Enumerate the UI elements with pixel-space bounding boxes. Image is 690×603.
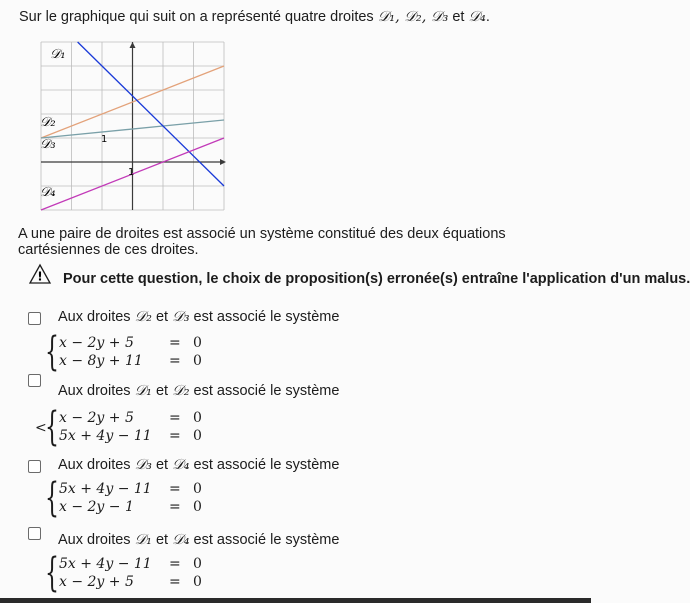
option-line-b: 𝒟₄: [172, 532, 190, 548]
system-prefix: <: [35, 420, 47, 436]
warning-text: Pour cette question, le choix de proposition(s) erronée(s) entraîne l'application d'un malus.: [63, 271, 690, 287]
equation-1: [59, 556, 202, 572]
option-label-and: et: [151, 532, 173, 548]
eq1-rhs: 0: [193, 410, 202, 426]
eq1-lhs: x − 2y + 5: [59, 335, 134, 351]
system-brace: {: [45, 404, 59, 450]
eq2-lhs: x − 2y − 1: [59, 499, 134, 515]
equation-1: [59, 481, 202, 497]
warning-icon: [29, 264, 51, 284]
equation-2: [59, 499, 202, 515]
option-checkbox[interactable]: [28, 460, 41, 473]
eq2-sign: =: [169, 353, 181, 369]
x-axis-arrow: [220, 159, 226, 165]
system-brace: {: [45, 475, 59, 521]
option-label-and: et: [151, 383, 173, 399]
eq2-lhs: 5x + 4y − 11: [59, 428, 152, 444]
option-label-after: est associé le système: [189, 309, 340, 325]
eq2-sign: =: [169, 428, 181, 444]
option-label-before: Aux droites: [58, 532, 135, 548]
eq1-sign: =: [169, 481, 181, 497]
y-axis-arrow: [130, 42, 136, 48]
eq2-rhs: 0: [193, 574, 202, 590]
option-checkbox[interactable]: [28, 374, 41, 387]
equation-1: [59, 335, 202, 351]
eq1-rhs: 0: [193, 556, 202, 572]
x-tick-1: 1: [128, 167, 135, 178]
option-label: [58, 309, 339, 325]
eq2-sign: =: [169, 499, 181, 515]
bottom-bar: [0, 598, 591, 603]
option-line-b: 𝒟₄: [172, 457, 190, 473]
eq2-sign: =: [169, 574, 181, 590]
eq2-rhs: 0: [193, 499, 202, 515]
eq2-lhs: x − 2y + 5: [59, 574, 134, 590]
eq1-sign: =: [169, 556, 181, 572]
equation-2: [59, 428, 202, 444]
option-label: [58, 457, 339, 473]
option-line-a: 𝒟₃: [134, 457, 152, 473]
label-d1: 𝒟₁: [50, 47, 66, 62]
option-line-a: 𝒟₁: [134, 383, 152, 399]
option-label: [58, 532, 339, 548]
pairing-description: A une paire de droites est associé un système constitué des deux équations cartésiennes de ces droites.: [18, 226, 506, 258]
option-label-before: Aux droites: [58, 383, 135, 399]
option-line-a: 𝒟₁: [134, 532, 152, 548]
option-label-and: et: [151, 309, 173, 325]
option-label-before: Aux droites: [58, 457, 135, 473]
graph-axes: [41, 42, 226, 210]
eq1-rhs: 0: [193, 335, 202, 351]
eq1-rhs: 0: [193, 481, 202, 497]
option-label-after: est associé le système: [189, 532, 340, 548]
warning-icon-mark: !: [37, 269, 43, 284]
eq2-lhs: x − 8y + 11: [59, 353, 143, 369]
option-label-before: Aux droites: [58, 309, 135, 325]
intro-end: .: [485, 9, 490, 25]
eq2-rhs: 0: [193, 353, 202, 369]
equation-2: [59, 353, 202, 369]
option-line-b: 𝒟₂: [172, 383, 190, 399]
label-d4: 𝒟₄: [40, 185, 56, 200]
lines-graph: [36, 40, 226, 212]
intro-lines: 𝒟₁, 𝒟₂, 𝒟₃: [377, 9, 449, 25]
option-label-after: est associé le système: [189, 383, 340, 399]
label-d2: 𝒟₂: [40, 115, 56, 130]
eq1-sign: =: [169, 335, 181, 351]
system-brace: {: [45, 329, 59, 375]
intro-last-line: 𝒟₄: [468, 9, 486, 25]
option-line-a: 𝒟₂: [134, 309, 152, 325]
eq1-lhs: 5x + 4y − 11: [59, 481, 152, 497]
eq1-lhs: 5x + 4y − 11: [59, 556, 152, 572]
equation-2: [59, 574, 202, 590]
option-label-and: et: [151, 457, 173, 473]
label-d3: 𝒟₃: [40, 137, 56, 152]
intro-text: Sur le graphique qui suit on a représenté quatre droites: [19, 9, 378, 25]
question-intro: [19, 9, 490, 25]
eq2-rhs: 0: [193, 428, 202, 444]
eq1-lhs: x − 2y + 5: [59, 410, 134, 426]
option-label: [58, 383, 339, 399]
option-line-b: 𝒟₃: [172, 309, 190, 325]
eq1-sign: =: [169, 410, 181, 426]
option-checkbox[interactable]: [28, 527, 41, 540]
intro-et: et: [448, 9, 469, 25]
option-checkbox[interactable]: [28, 312, 41, 325]
y-tick-1: 1: [101, 134, 108, 145]
option-label-after: est associé le système: [189, 457, 340, 473]
equation-1: [59, 410, 202, 426]
system-brace: {: [45, 550, 59, 596]
